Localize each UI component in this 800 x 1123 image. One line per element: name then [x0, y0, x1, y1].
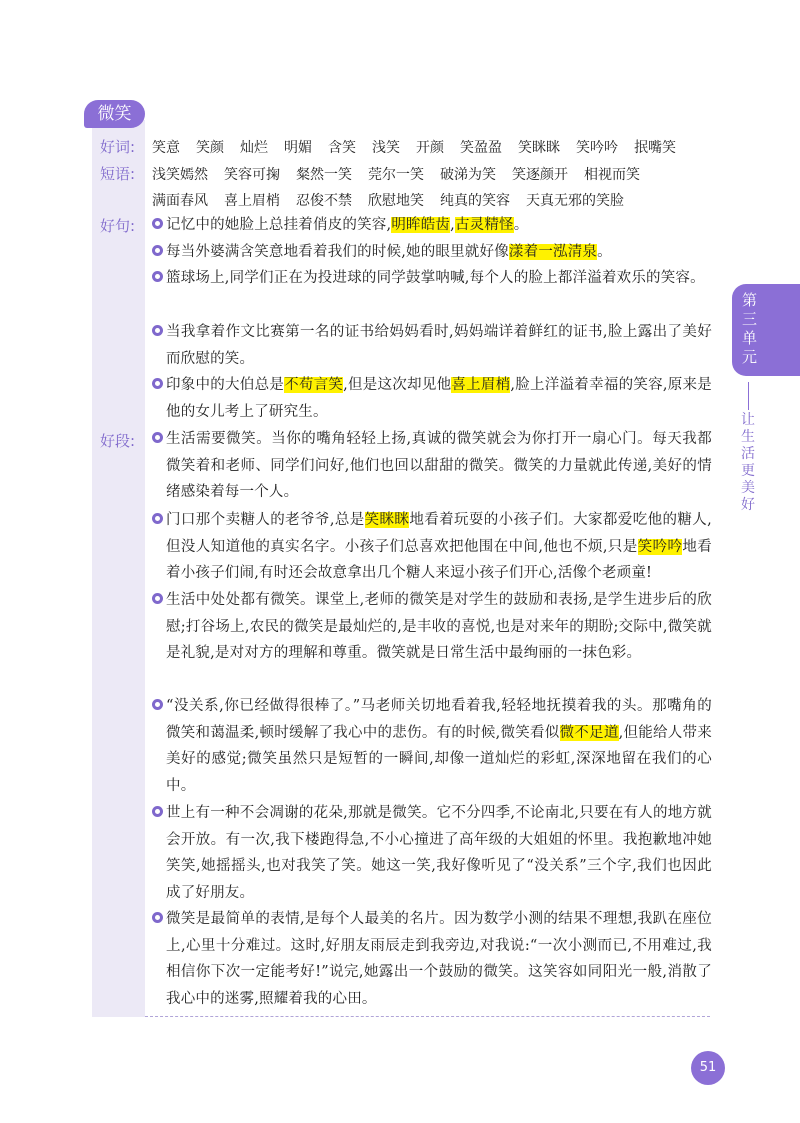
sentence-text: 记忆中的她脸上总挂着俏皮的笑容,明眸皓齿,古灵精怪。: [166, 217, 529, 233]
section-title: 微笑: [84, 100, 145, 128]
label-paragraphs: 好段:: [100, 432, 136, 450]
word-item: 灿烂: [240, 140, 268, 156]
sentence-text: 篮球场上,同学们正在为投进球的同学鼓掌呐喊,每个人的脸上都洋溢着欢乐的笑容。: [166, 270, 705, 286]
paragraph-text: 世上有一种不会凋谢的花朵,那就是微笑。它不分四季,不论南北,只要在有人的地方就会开放。有一次,我下楼跑得急,不小心撞进了高年级的大姐姐的怀里。我抱歉地冲她笑笑,她摇摇头,也对我笑了笑。她这一笑,我好像听见了“没关系”三个字,我们也因此成了好朋友。: [166, 805, 712, 901]
paragraph-item: [152, 693, 712, 799]
word-item: 开颜: [416, 140, 444, 156]
word-list: [152, 137, 712, 157]
phrase-item: 笑容可掬: [224, 167, 280, 183]
phrase-item: 忍俊不禁: [296, 193, 352, 209]
word-item: 含笑: [328, 140, 356, 156]
paragraph-item: [152, 800, 712, 906]
phrase-item: 相视而笑: [584, 167, 640, 183]
highlight: 喜上眉梢: [451, 377, 511, 393]
highlight: 古灵精怪: [454, 217, 514, 233]
bottom-divider: [145, 1016, 710, 1017]
paragraph-text: “没关系,你已经做得很棒了。”马老师关切地看着我,轻轻地抚摸着我的头。那嘴角的微笑和蔼温柔,顿时缓解了我心中的悲伤。有的时候,微笑看似微不足道,但能给人带来美好的感觉;微笑虽然只是短暂的一瞬间,却像一道灿烂的彩虹,深深地留在我们的心中。: [166, 698, 712, 794]
paragraph-text: 生活中处处都有微笑。课堂上,老师的微笑是对学生的鼓励和表扬,是学生进步后的欣慰;打谷场上,农民的微笑是最灿烂的,是丰收的喜悦,也是对来年的期盼;交际中,微笑就是礼貌,是对对方的理解和尊重。微笑就是日常生活中最绚丽的一抹色彩。: [166, 592, 712, 661]
sentence-item: [152, 372, 712, 425]
bullet-icon: [152, 325, 163, 336]
unit-theme: 让生活更美好: [741, 412, 755, 513]
highlight: 漾着一泓清泉: [508, 244, 598, 260]
paragraph-item: [152, 507, 712, 587]
phrase-item: 莞尔一笑: [368, 167, 424, 183]
bullet-icon: [152, 806, 163, 817]
bullet-icon: [152, 912, 163, 923]
phrase-list-2: [152, 190, 712, 210]
side-divider: [748, 382, 749, 410]
unit-label: 第三单元: [742, 291, 758, 366]
phrase-item: 粲然一笑: [296, 167, 352, 183]
word-item: 浅笑: [372, 140, 400, 156]
highlight: 微不足道: [559, 724, 619, 741]
highlight: 明眸皓齿: [391, 217, 451, 233]
paragraph-text: 微笑是最简单的表情,是每个人最美的名片。因为数学小测的结果不理想,我趴在座位上,心里十分难过。这时,好朋友雨辰走到我旁边,对我说:“一次小测而已,不用难过,我相信你下次一定能考好!”说完,她露出一个鼓励的微笑。这笑容如同阳光一般,消散了我心中的迷雾,照耀着我的心田。: [166, 911, 712, 1007]
phrase-item: 满面春风: [152, 193, 208, 209]
phrase-item: 纯真的笑容: [440, 193, 510, 209]
page-number: 51: [691, 1051, 725, 1085]
left-label-panel: [92, 120, 145, 1017]
paragraph-item: [152, 426, 712, 506]
phrase-item: 浅笑嫣然: [152, 167, 208, 183]
phrase-item: 欣慰地笑: [368, 193, 424, 209]
phrase-item: 天真无邪的笑脸: [526, 193, 624, 209]
bullet-icon: [152, 245, 163, 256]
sentence-text: 每当外婆满含笑意地看着我们的时候,她的眼里就好像漾着一泓清泉。: [166, 244, 612, 260]
highlight: 笑吟吟: [637, 538, 683, 555]
bullet-icon: [152, 432, 163, 443]
word-item: 明媚: [284, 140, 312, 156]
sentence-text: 印象中的大伯总是不苟言笑,但是这次却见他喜上眉梢,脸上洋溢着幸福的笑容,原来是他的女儿考上了研究生。: [166, 377, 712, 420]
word-item: 抿嘴笑: [634, 140, 676, 156]
paragraph-text: 生活需要微笑。当你的嘴角轻轻上扬,真诚的微笑就会为你打开一扇心门。每天我都微笑着和老师、同学们问好,他们也回以甜甜的微笑。微笑的力量就此传递,美好的情绪感染着每一个人。: [166, 431, 712, 500]
phrase-item: 破涕为笑: [440, 167, 496, 183]
word-item: 笑吟吟: [576, 140, 618, 156]
bullet-icon: [152, 593, 163, 604]
sentence-item: [152, 239, 712, 266]
bullet-icon: [152, 218, 163, 229]
word-item: 笑颜: [196, 140, 224, 156]
bullet-icon: [152, 378, 163, 389]
word-item: 笑盈盈: [460, 140, 502, 156]
sentence-item: [152, 265, 712, 292]
highlight: 笑眯眯: [364, 512, 410, 528]
bullet-icon: [152, 513, 163, 524]
label-phrases: 短语:: [100, 165, 136, 183]
word-item: 笑眯眯: [518, 140, 560, 156]
highlight: 不苟言笑: [284, 377, 344, 393]
sentence-text: 当我拿着作文比赛第一名的证书给妈妈看时,妈妈端详着鲜红的证书,脸上露出了美好而欣慰的笑。: [166, 324, 712, 367]
phrase-item: 喜上眉梢: [224, 193, 280, 209]
label-words: 好词:: [100, 138, 136, 156]
paragraph-item: [152, 906, 712, 1012]
label-sentences: 好句:: [100, 217, 136, 235]
phrase-item: 笑逐颜开: [512, 167, 568, 183]
bullet-icon: [152, 271, 163, 282]
phrase-list-1: [152, 164, 712, 184]
paragraph-text: 门口那个卖糖人的老爷爷,总是笑眯眯地看着玩耍的小孩子们。大家都爱吃他的糖人,但没人知道他的真实名字。小孩子们总喜欢把他围在中间,他也不烦,只是笑吟吟地看着小孩子们闹,有时还会故意拿出几个糖人来逗小孩子们开心,活像个老顽童!: [166, 512, 712, 581]
word-item: 笑意: [152, 140, 180, 156]
sentence-item: [152, 212, 712, 239]
paragraph-item: [152, 587, 712, 667]
bullet-icon: [152, 699, 163, 710]
sentence-item: [152, 319, 712, 372]
